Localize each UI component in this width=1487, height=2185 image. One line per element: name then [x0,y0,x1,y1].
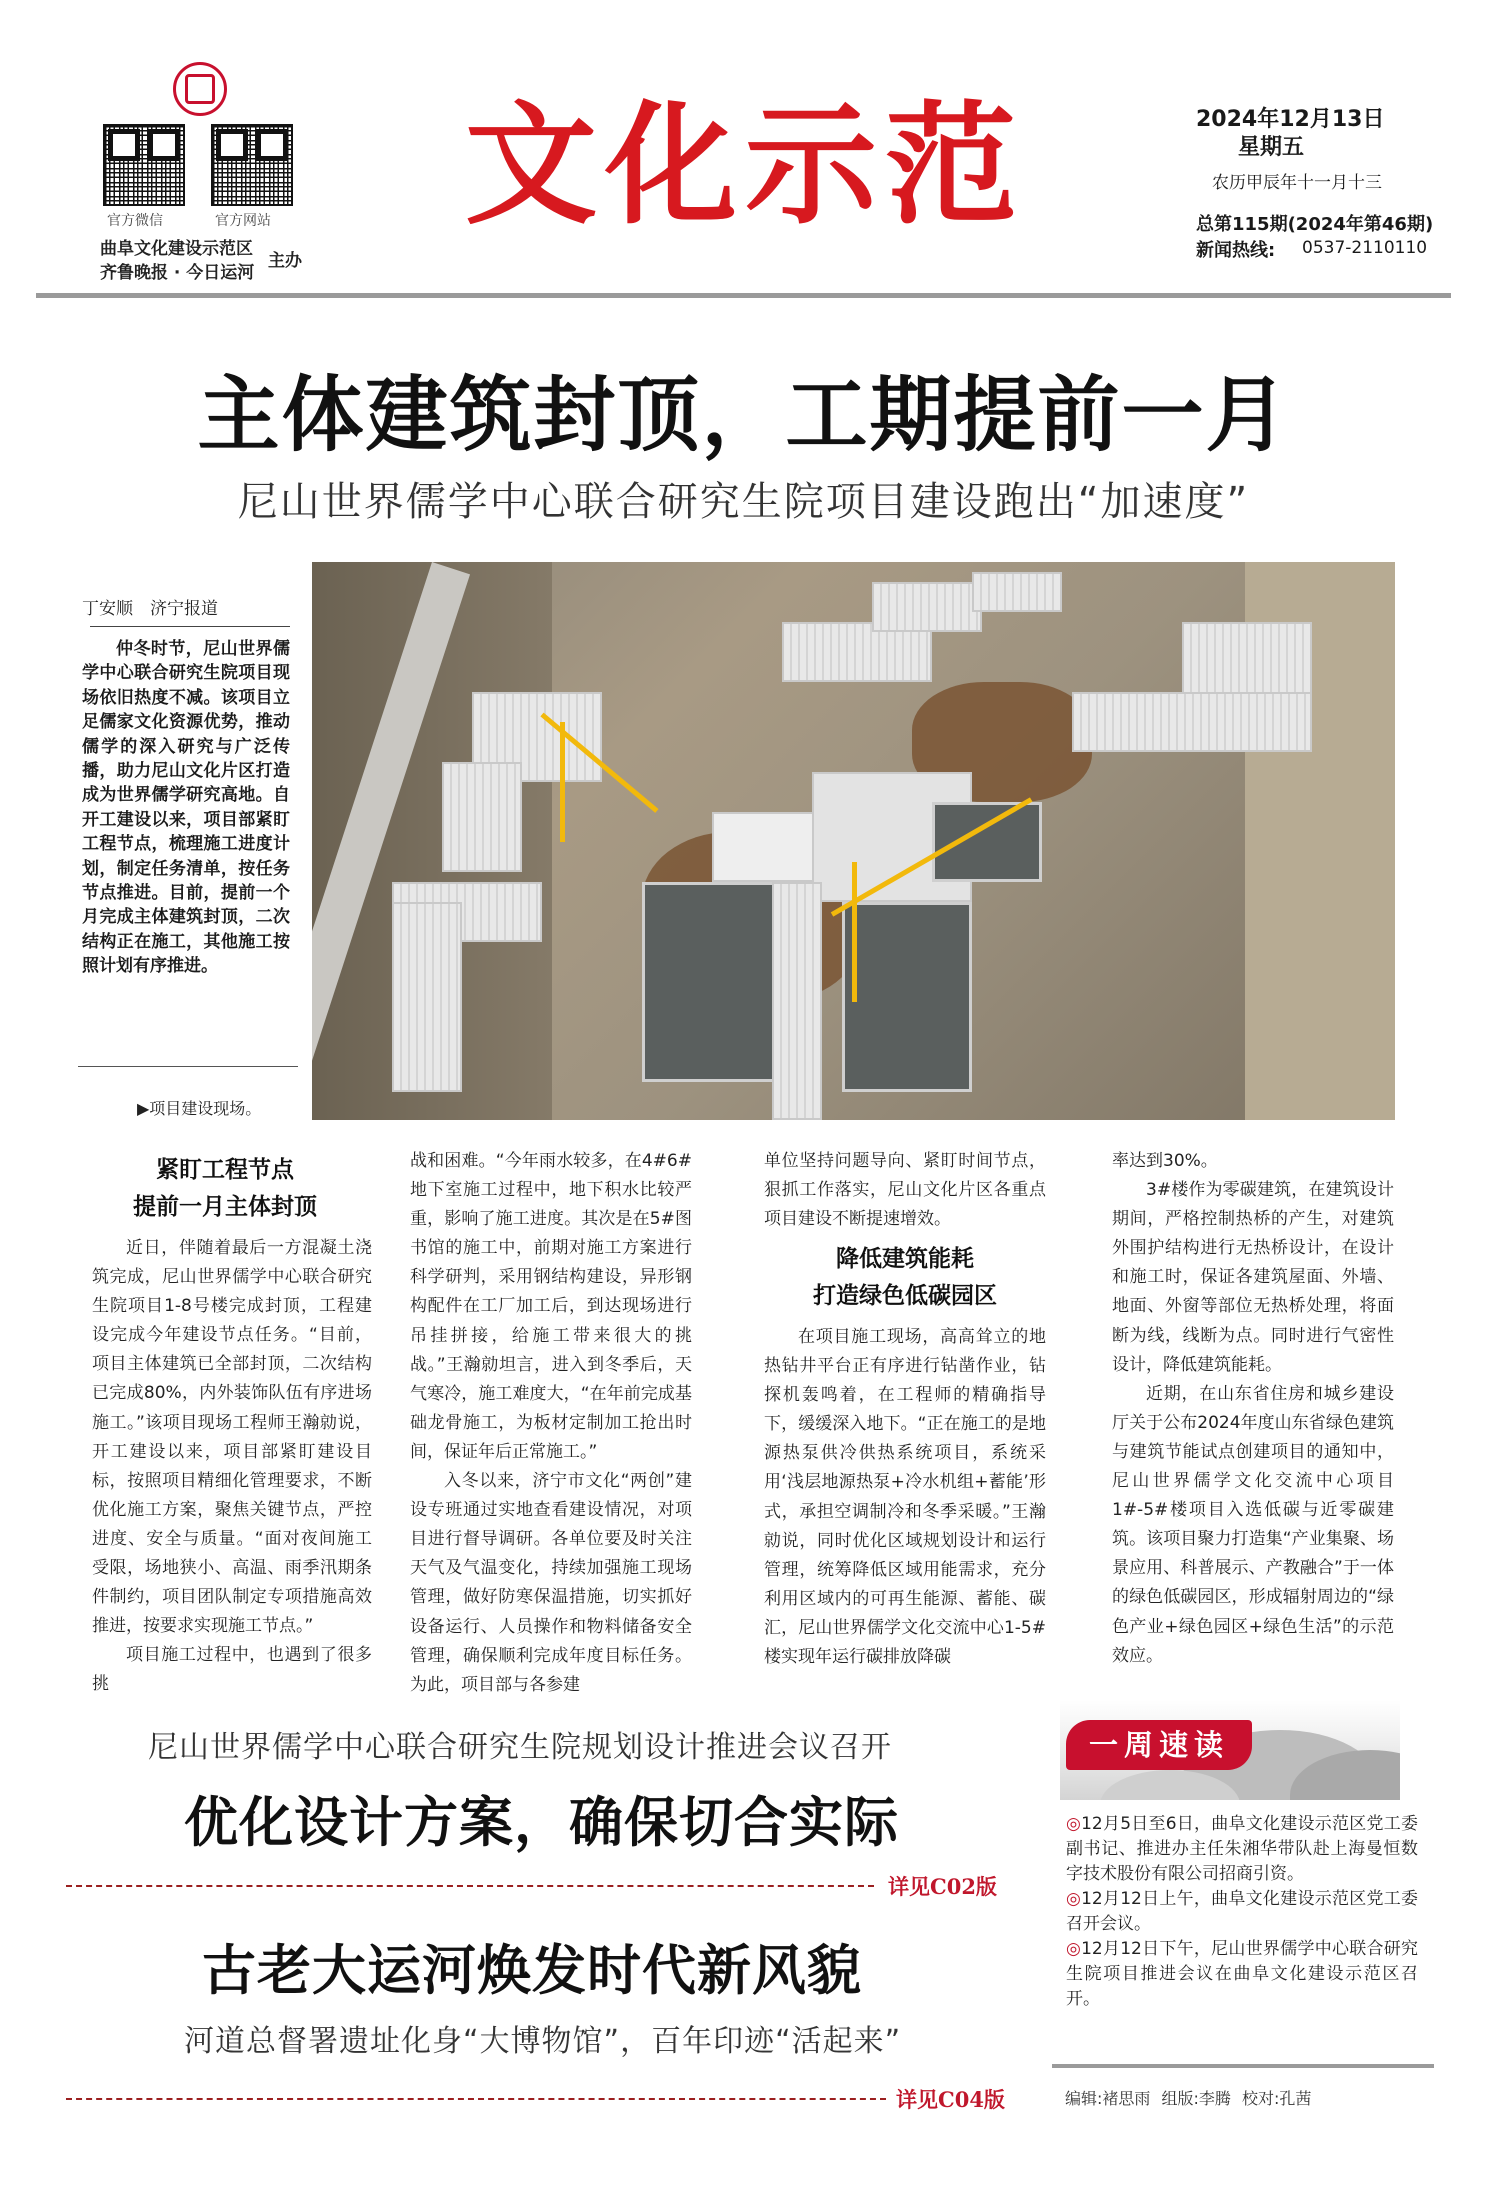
section-1-title-line-2: 提前一月主体封顶 [133,1194,317,1220]
photo-caption: ▶项目建设现场。 [137,1099,262,1118]
qr-wechat-label: 官方微信 [107,213,163,229]
col3-paragraph-2: 在项目施工现场，高高耸立的地热钻井平台正有序进行钻凿作业，钻探机轰鸣着，在工程师的精确指导下，缓缓深入地下。“正在施工的是地源热泵供冷供热系统项目，系统采用‘浅层地源热泵+冷水机组+蓄能’形式，承担空调制冷和冬季采暖。”王瀚勍说，同时优化区域规划设计和运行管理，统筹降低区域用能需求，充分利用区域内的可再生能源、蓄能、碳汇，尼山世界儒学文化交流中心1-5#楼实现年运行碳排放降碳 [764,1327,1046,1668]
teaser-2-see-page[interactable]: 详见C04版 [896,2087,1005,2112]
publisher-seal-logo [173,62,227,116]
column-3-top [764,1147,1046,1234]
digest-rule [1052,2064,1434,2068]
section-2-title-line-1: 降低建筑能耗 [836,1246,974,1272]
digest-item[interactable] [1066,1812,1418,1887]
col1-paragraph-1: 近日，伴随着最后一方混凝土浇筑完成，尼山世界儒学中心联合研究生院项目1-8号楼完成封顶，工程建设完成今年建设节点任务。“目前，项目主体建筑已全部封顶，二次结构已完成80%，内外装饰队伍有序进场施工。”该项目现场工程师王瀚勍说，开工建设以来，项目部紧盯建设目标，按照项目精细化管理要求，不断优化施工方案，聚焦关键节点，严控进度、安全与质量。“面对夜间施工受限，场地狭小、高温、雨季汛期条件制约，项目团队制定专项措施高效推进，按要求实现施工节点。” [92,1238,372,1637]
col1-paragraph-2: 项目施工过程中，也遇到了很多挑 [92,1645,372,1695]
newspaper-title: 文化示范 [465,88,1025,243]
host-line-1: 曲阜文化建设示范区 [100,239,253,259]
section-1-title-line-1: 紧盯工程节点 [156,1157,294,1183]
teaser-1-rule [66,1885,874,1887]
lead-paragraph: 仲冬时节，尼山世界儒学中心联合研究生院项目现场依旧热度不减。该项目立足儒家文化资源优势，推动儒学的深入研究与广泛传播，助力尼山文化片区打造成为世界儒学研究高地。自开工建设以来，项目部紧盯工程节点，梳理施工进度计划，制定任务清单，按任务节点推进。目前，提前一个月完成主体建筑封顶，二次结构正在施工，其他施工按照计划有序推进。 [82,639,290,977]
host-line-2: 齐鲁晚报 · 今日运河 [100,263,255,283]
wechat-qr-code[interactable] [103,124,185,206]
week-digest-title: 一周速读 [1066,1720,1252,1770]
lead-rule [78,1066,298,1067]
section-2-title-line-2: 打造绿色低碳园区 [813,1283,997,1309]
proof-credit: 校对:孔茜 [1242,2089,1312,2108]
teaser-1-headline[interactable]: 优化设计方案，确保切合实际 [184,1790,899,1854]
teaser-1-kicker: 尼山世界儒学中心联合研究生院规划设计推进会议召开 [148,1730,892,1765]
col3-paragraph-1: 单位坚持问题导向、紧盯时间节点，狠抓工作落实，尼山文化片区各重点项目建设不断提速增效。 [764,1151,1046,1230]
col2-paragraph-2: 入冬以来，济宁市文化“两创”建设专班通过实地查看建设情况，对项目进行督导调研。各单位要及时关注天气及气温变化，持续加强施工现场管理，做好防寒保温措施，切实抓好设备运行、人员操作和物料储备安全管理，确保顺利完成年度目标任务。为此，项目部与各参建 [410,1471,692,1695]
qr-site-label: 官方网站 [215,213,271,229]
col4-paragraph-2: 3#楼作为零碳建筑，在建筑设计期间，严格控制热桥的产生，对建筑外围护结构进行无热桥设计，在设计和施工时，保证各建筑屋面、外墙、地面、外窗等部位无热桥处理，将面断为线，线断为点。同时进行气密性设计，降低建筑能耗。 [1112,1180,1394,1375]
issue-number: 总第115期(2024年第46期) [1196,214,1434,235]
col4-paragraph-3: 近期，在山东省住房和城乡建设厅关于公布2024年度山东省绿色建筑与建筑节能试点创建项目的通知中，尼山世界儒学文化交流中心项目1#-5#楼项目入选低碳与近零碳建筑。该项目聚力打造集“产业集聚、场景应用、科普展示、产教融合”于一体的绿色低碳园区，形成辐射周边的“绿色产业+绿色园区+绿色生活”的示范效应。 [1112,1383,1394,1666]
column-3-bottom [764,1323,1046,1672]
section-1-title [80,1152,370,1226]
column-4 [1112,1147,1394,1671]
host-suffix: 主办 [268,251,302,271]
digest-item-text: 12月12日上午，曲阜文化建设示范区党工委召开会议。 [1066,1889,1418,1934]
column-1 [92,1234,372,1700]
digest-bullet-icon: ◎ [1066,1939,1082,1959]
teaser-1-see-page[interactable]: 详见C02版 [888,1874,997,1899]
byline-rule [90,626,290,627]
issue-date: 2024年12月13日 [1196,107,1385,132]
lead-headline: 主体建筑封顶，工期提前一月 [197,367,1290,463]
digest-item-text: 12月5日至6日，曲阜文化建设示范区党工委副书记、推进办主任朱湘华带队赴上海曼恒数字技术股份有限公司招商引资。 [1066,1814,1418,1884]
teaser-2-headline[interactable]: 古老大运河焕发时代新风貌 [202,1938,862,2002]
construction-site-photo [312,562,1395,1120]
digest-bullet-icon: ◎ [1066,1889,1082,1909]
layout-credit: 组版:李腾 [1161,2089,1231,2108]
hotline-label: 新闻热线: [1196,240,1276,261]
editor-credits [1065,2086,1311,2109]
column-2 [410,1147,692,1700]
col2-paragraph-1: 战和困难。“今年雨水较多，在4#6#地下室施工过程中，地下积水比较严重，影响了施工进度。其次是在5#图书馆的施工中，前期对施工方案进行科学研判，采用钢结构建设，异形钢构配件在工厂加工后，到达现场进行吊挂拼接，给施工带来很大的挑战。”王瀚勍坦言，进入到冬季后，天气寒冷，施工难度大，“在年前完成基础龙骨施工，为板材定制加工抢出时间，保证年后正常施工。” [410,1151,692,1462]
hotline-number[interactable]: 0537-2110110 [1302,238,1428,258]
section-2-title [764,1241,1046,1315]
byline: 丁安顺 济宁报道 [82,599,218,619]
digest-item[interactable] [1066,1887,1418,1937]
editor-credit: 编辑:褚思雨 [1065,2089,1151,2108]
teaser-2-rule [66,2098,886,2100]
issue-weekday: 星期五 [1238,135,1305,160]
week-digest-list [1066,1812,1418,2012]
digest-item[interactable] [1066,1937,1418,2012]
col4-paragraph-1: 率达到30%。 [1112,1151,1218,1171]
masthead-rule [36,293,1451,298]
teaser-2-subline: 河道总督署遗址化身“大博物馆”，百年印迹“活起来” [184,2024,902,2059]
lead-subheadline: 尼山世界儒学中心联合研究生院项目建设跑出“加速度” [237,479,1250,525]
digest-item-text: 12月12日下午，尼山世界儒学中心联合研究生院项目推进会议在曲阜文化建设示范区召开。 [1066,1939,1418,2009]
website-qr-code[interactable] [211,124,293,206]
lunar-date: 农历甲辰年十一月十三 [1212,173,1382,193]
digest-bullet-icon: ◎ [1066,1814,1082,1834]
